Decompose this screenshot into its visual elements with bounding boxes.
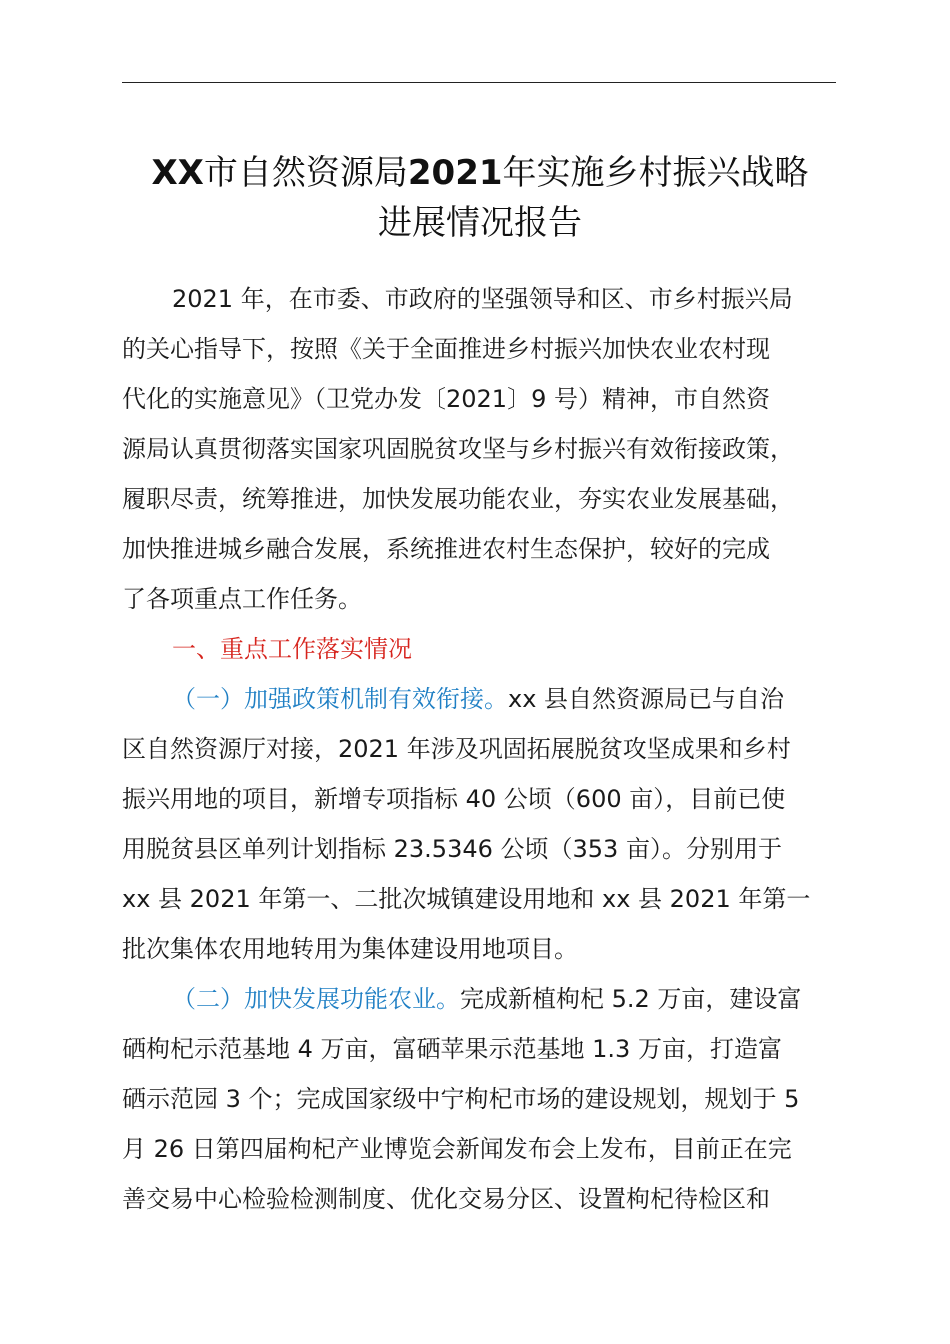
title-year: 2021 bbox=[407, 153, 503, 193]
paragraph-line: 振兴用地的项目，新增专项指标 40 公顷（600 亩），目前已使 bbox=[122, 785, 786, 813]
paragraph-line: 批次集体农用地转用为集体建设用地项目。 bbox=[122, 935, 578, 963]
paragraph-line: 区自然资源厅对接，2021 年涉及巩固拓展脱贫攻坚成果和乡村 bbox=[122, 735, 791, 763]
paragraph-line: 的关心指导下，按照《关于全面推进乡村振兴加快农业农村现 bbox=[122, 335, 770, 363]
document-title bbox=[100, 148, 860, 248]
document-body bbox=[122, 274, 844, 1224]
header-rule bbox=[122, 82, 836, 83]
title-subject: 年实施乡村振兴战略 bbox=[502, 153, 809, 193]
paragraph-line: 了各项重点工作任务。 bbox=[122, 585, 362, 613]
title-prefix: XX bbox=[151, 153, 204, 193]
paragraph-line: 用脱贫县区单列计划指标 23.5346 公顷（353 亩）。分别用于 bbox=[122, 835, 782, 863]
item-2-text: 完成新植枸杞 5.2 万亩，建设富 bbox=[460, 985, 802, 1013]
paragraph-line: 2021 年，在市委、市政府的坚强领导和区、市乡村振兴局 bbox=[172, 285, 793, 313]
title-line-1 bbox=[100, 148, 860, 198]
paragraph-line: 月 26 日第四届枸杞产业博览会新闻发布会上发布，目前正在完 bbox=[122, 1135, 792, 1163]
item-2-heading: （二）加快发展功能农业。 bbox=[172, 985, 460, 1013]
paragraph-line: 源局认真贯彻落实国家巩固脱贫攻坚与乡村振兴有效衔接政策， bbox=[122, 435, 794, 463]
item-1-heading: （一）加强政策机制有效衔接。 bbox=[172, 685, 508, 713]
title-line-2: 进展情况报告 bbox=[378, 203, 582, 243]
paragraph-line: 履职尽责，统筹推进，加快发展功能农业，夯实农业发展基础， bbox=[122, 485, 794, 513]
paragraph-line: 代化的实施意见》（卫党办发〔2021〕9 号）精神，市自然资 bbox=[122, 385, 770, 413]
item-2-first-line bbox=[122, 974, 844, 1024]
paragraph-line: 善交易中心检验检测制度、优化交易分区、设置枸杞待检区和 bbox=[122, 1185, 770, 1213]
section-heading: 一、重点工作落实情况 bbox=[172, 635, 412, 663]
item-1-text: xx 县自然资源局已与自治 bbox=[508, 685, 785, 713]
paragraph-line: 加快推进城乡融合发展，系统推进农村生态保护，较好的完成 bbox=[122, 535, 770, 563]
paragraph-line: xx 县 2021 年第一、二批次城镇建设用地和 xx 县 2021 年第一 bbox=[122, 885, 811, 913]
paragraph-line: 硒示范园 3 个；完成国家级中宁枸杞市场的建设规划，规划于 5 bbox=[122, 1085, 800, 1113]
paragraph-line: 硒枸杞示范基地 4 万亩，富硒苹果示范基地 1.3 万亩，打造富 bbox=[122, 1035, 782, 1063]
title-agency: 市自然资源局 bbox=[203, 153, 408, 193]
item-1-first-line bbox=[122, 674, 844, 724]
